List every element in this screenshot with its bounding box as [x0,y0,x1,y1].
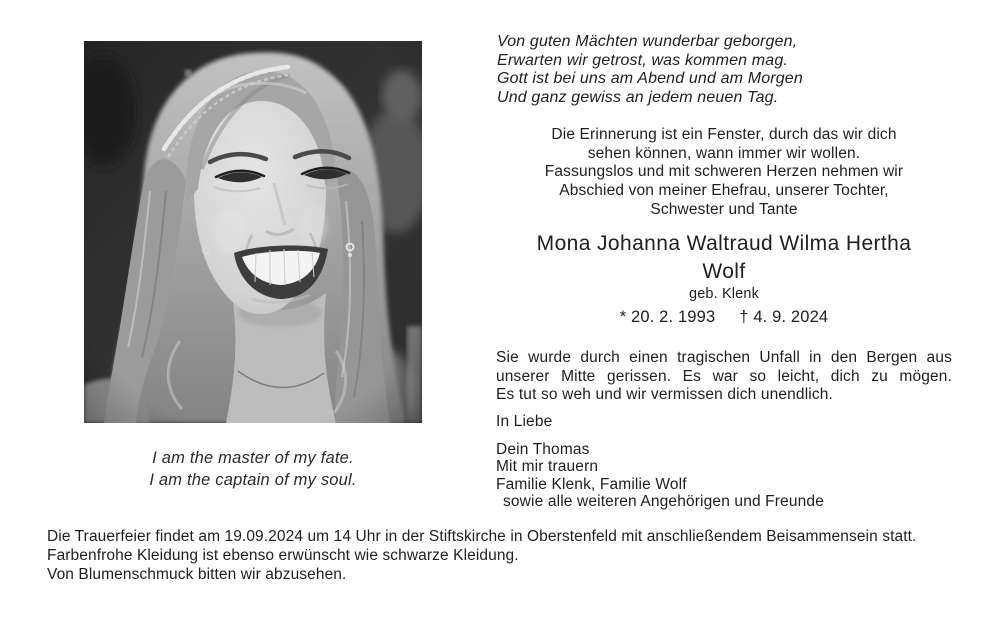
tribute-text [496,349,952,405]
maiden-name: geb. Klenk [688,286,760,302]
portrait-photo [84,41,422,423]
tribute-line-2: unserer Mitte gerissen. Es war so leicht, dich zu mögen. [496,367,952,385]
photo-quote-line-1: I am the master of my fate. [152,449,354,467]
tribute-line-1: Sie wurde durch einen tragischen Unfall in den Bergen aus [496,349,952,366]
birth-date: * 20. 2. 1993 [619,308,716,326]
photo-quote [84,447,422,491]
mourner-line-1: Dein Thomas [496,441,590,458]
opening-verse [497,33,803,107]
photo-quote-line-2: I am the captain of my soul. [149,471,357,489]
tribute-line-3: Es tut so weh und wir vermissen dich unendlich. [496,386,834,404]
portrait-photo-image [84,41,422,423]
verse-line-4: Und ganz gewiss an jedem neuen Tag. [497,88,779,106]
closing-salutation: In Liebe [496,413,553,430]
death-date: † 4. 9. 2024 [739,308,829,326]
announcement-line-2: sehen können, wann immer wir wollen. [587,144,861,162]
mourners-list [496,441,824,511]
mourner-line-3: Familie Klenk, Familie Wolf [496,475,687,493]
verse-line-1: Von guten Mächten wunderbar geborgen, [497,33,798,50]
funeral-info [47,527,962,584]
deceased-name-line-1: Mona Johanna Waltraud Wilma Hertha [536,232,912,255]
announcement-line-3: Fassungslos und mit schweren Herzen nehmen wir [544,163,904,181]
announcement-line-4: Abschied von meiner Ehefrau, unserer Tochter, [559,182,889,200]
funeral-line-2: Farbenfrohe Kleidung ist ebenso erwünscht wie schwarze Kleidung. [47,547,519,564]
funeral-line-3: Von Blumenschmuck bitten wir abzusehen. [47,566,347,583]
verse-line-3: Gott ist bei uns am Abend und am Morgen [497,70,803,88]
funeral-line-1: Die Trauerfeier findet am 19.09.2024 um 14 Uhr in der Stiftskirche in Oberstenfeld mit anschließendem Beisammensein statt. [47,528,917,545]
mourner-line-2: Mit mir trauern [496,458,599,476]
verse-line-2: Erwarten wir getrost, was kommen mag. [497,51,788,69]
mourner-line-4: sowie alle weiteren Angehörigen und Freunde [503,493,824,511]
announcement-line-5: Schwester und Tante [650,200,798,218]
deceased-name-line-2: Wolf [702,260,746,283]
announcement-line-1: Die Erinnerung ist ein Fenster, durch das wir dich [551,126,897,143]
life-dates [496,308,952,327]
deceased-name [496,230,952,286]
announcement-text [496,126,952,220]
